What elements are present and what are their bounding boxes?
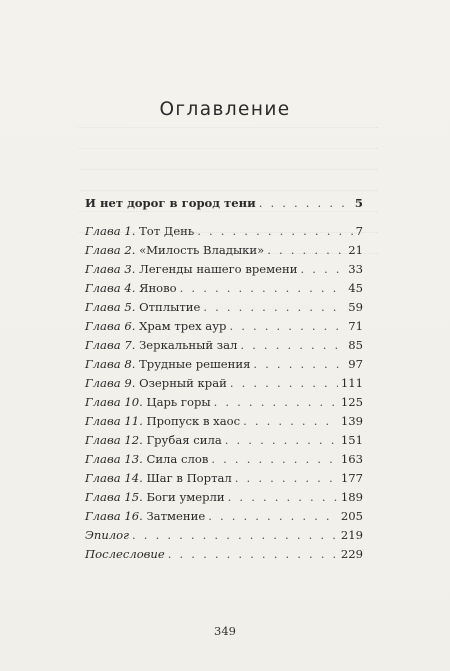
chapter-title: Зеркальный зал [139, 338, 238, 352]
chapter-title: Яново [139, 281, 177, 295]
chapter-title: Отплытие [139, 300, 201, 314]
chapter-prefix: Глава 12. [85, 433, 143, 447]
chapter-title: Тот День [139, 224, 195, 238]
chapter-title: Храм трех аур [139, 319, 227, 333]
toc-page-number: 139 [340, 414, 363, 428]
dot-leader [228, 488, 338, 507]
chapter-prefix: Глава 9. [85, 376, 136, 390]
toc-page-number: 85 [348, 338, 363, 352]
dot-leader [225, 431, 338, 450]
chapter-prefix: Глава 13. [85, 452, 143, 466]
toc-chapter-entry[interactable] [85, 507, 363, 526]
chapter-title: Затмение [146, 509, 206, 523]
dot-leader [235, 469, 338, 488]
toc-page-number: 71 [348, 319, 363, 333]
toc-chapter-entry[interactable] [85, 355, 363, 374]
chapter-prefix: Глава 14. [85, 471, 143, 485]
chapter-title: Грубая сила [146, 433, 222, 447]
dot-leader [259, 194, 352, 213]
chapter-prefix: Глава 4. [85, 281, 136, 295]
toc-page-number: 33 [348, 262, 363, 276]
toc-chapter-entry[interactable] [85, 469, 363, 488]
toc-chapter-entry[interactable] [85, 431, 363, 450]
chapter-prefix: Глава 5. [85, 300, 136, 314]
dot-leader [211, 450, 337, 469]
dot-leader [197, 222, 352, 241]
toc-page-number: 97 [348, 357, 363, 371]
page-number: 349 [214, 624, 236, 638]
toc-chapter-entry[interactable] [85, 450, 363, 469]
dot-leader [214, 393, 338, 412]
toc-page-number: 189 [340, 490, 363, 504]
dot-leader [267, 241, 345, 260]
dot-leader [180, 279, 346, 298]
toc-page-number: 219 [340, 528, 363, 542]
toc-page-number: 5 [354, 196, 363, 210]
toc-page-number: 111 [340, 376, 363, 390]
chapter-prefix: Глава 11. [85, 414, 143, 428]
toc-chapter-entry[interactable] [85, 298, 363, 317]
table-of-contents [85, 194, 363, 564]
toc-chapter-entry[interactable] [85, 222, 363, 241]
back-matter-label: Послесловие [85, 547, 165, 561]
toc-page-number: 177 [340, 471, 363, 485]
toc-epilogue-entry[interactable] [85, 526, 363, 545]
chapter-prefix: Глава 16. [85, 509, 143, 523]
dot-leader [240, 336, 345, 355]
toc-chapter-entry[interactable] [85, 336, 363, 355]
back-matter-label: Эпилог [85, 528, 130, 542]
toc-page-number: 125 [340, 395, 363, 409]
chapter-title: Шаг в Портал [146, 471, 232, 485]
toc-part-entry[interactable] [85, 194, 363, 222]
page-title: Оглавление [159, 99, 291, 120]
dot-leader [253, 355, 345, 374]
dot-leader [230, 374, 338, 393]
dot-leader [168, 545, 338, 564]
chapter-title: Пропуск в хаос [146, 414, 241, 428]
toc-part-label: И нет дорог в город тени [85, 196, 256, 210]
toc-chapter-entry[interactable] [85, 260, 363, 279]
chapter-prefix: Глава 6. [85, 319, 136, 333]
toc-page-number: 7 [355, 224, 363, 238]
toc-page-number: 59 [348, 300, 363, 314]
dot-leader [203, 298, 345, 317]
toc-chapter-entry[interactable] [85, 412, 363, 431]
chapter-title: Сила слов [146, 452, 209, 466]
chapter-prefix: Глава 7. [85, 338, 136, 352]
toc-chapter-entry[interactable] [85, 241, 363, 260]
dot-leader [208, 507, 338, 526]
toc-page-number: 45 [348, 281, 363, 295]
chapter-prefix: Глава 1. [85, 224, 136, 238]
dot-leader [132, 526, 338, 545]
toc-chapter-entry[interactable] [85, 317, 363, 336]
chapter-title: Боги умерли [146, 490, 225, 504]
chapter-prefix: Глава 3. [85, 262, 136, 276]
chapter-prefix: Глава 2. [85, 243, 136, 257]
chapter-prefix: Глава 15. [85, 490, 143, 504]
toc-chapter-entry[interactable] [85, 488, 363, 507]
chapter-title: «Милость Владыки» [139, 243, 265, 257]
toc-page-number: 21 [348, 243, 363, 257]
toc-page-number: 229 [340, 547, 363, 561]
toc-chapter-entry[interactable] [85, 393, 363, 412]
toc-page-number: 151 [340, 433, 363, 447]
chapter-title: Трудные решения [139, 357, 251, 371]
toc-afterword-entry[interactable] [85, 545, 363, 564]
toc-chapter-entry[interactable] [85, 279, 363, 298]
dot-leader [243, 412, 338, 431]
chapter-title: Легенды нашего времени [139, 262, 298, 276]
toc-page-number: 163 [340, 452, 363, 466]
chapter-prefix: Глава 10. [85, 395, 143, 409]
dot-leader [229, 317, 345, 336]
toc-chapter-entry[interactable] [85, 374, 363, 393]
chapter-title: Озерный край [139, 376, 227, 390]
dot-leader [301, 260, 346, 279]
chapter-prefix: Глава 8. [85, 357, 136, 371]
chapter-title: Царь горы [146, 395, 211, 409]
toc-page-number: 205 [340, 509, 363, 523]
